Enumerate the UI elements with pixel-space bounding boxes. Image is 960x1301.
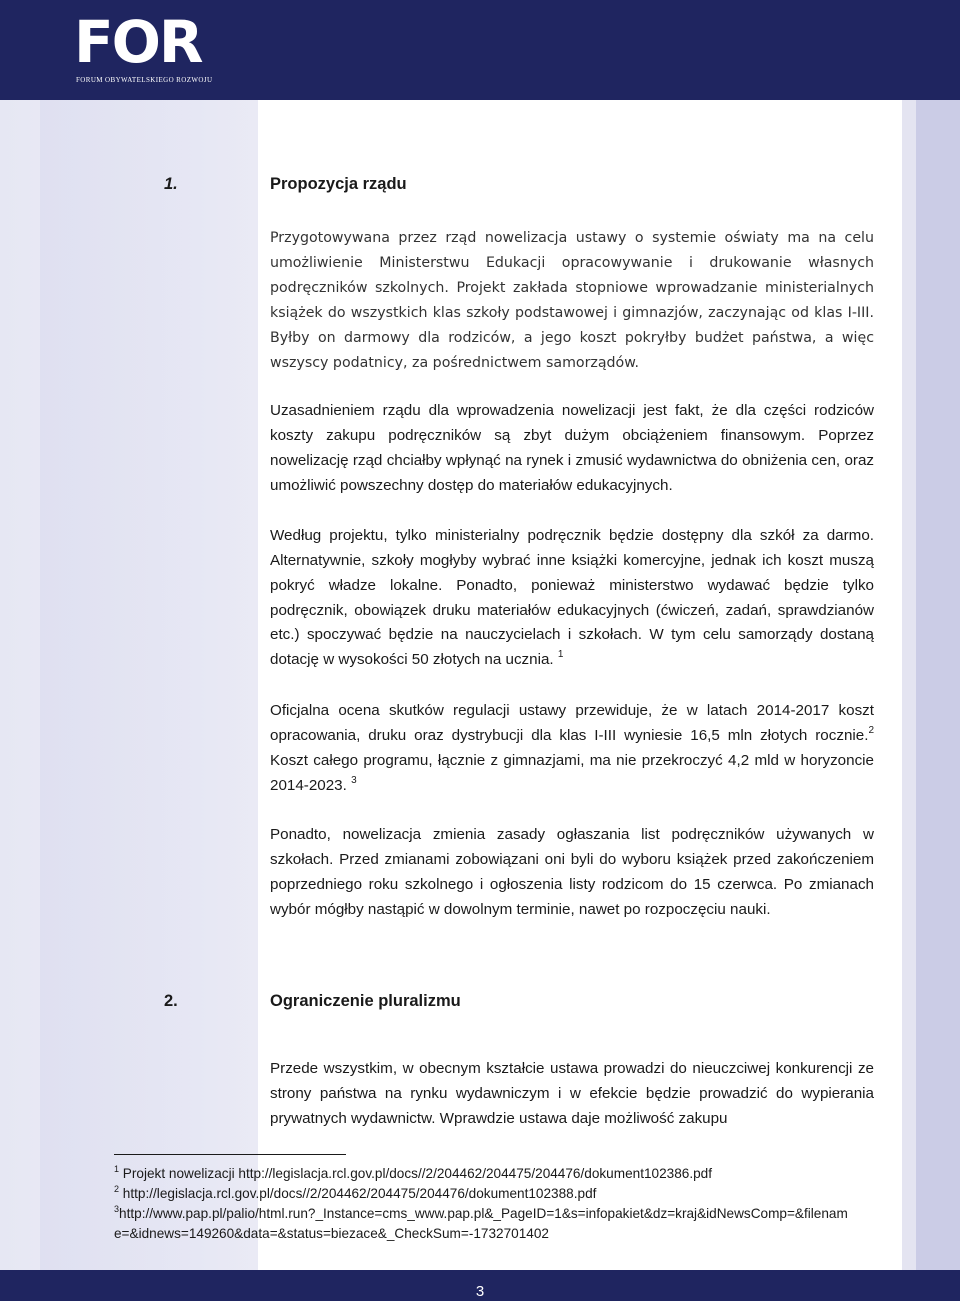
page-header [0, 0, 960, 100]
footnote-mark: 1 [557, 649, 564, 661]
logo-wordmark: FOR [74, 8, 202, 76]
paragraph: Przygotowywana przez rząd nowelizacja ustawy o systemie oświaty ma na celu umożliwienie Ministerstwu Edukacji opracowywanie i drukowanie własnych podręczników szkolnych. Projekt zakłada stopniowe wprowadzanie ministerialnych książek do wszystkich klas szkoły podstawowej i gimnazjów, zaczynając od klas I-III. Byłby on darmowy dla rodziców, a jego koszt pokryłby budżet państwa, a więc wszyscy podatnicy, za pośrednictwem samorządów. [270, 230, 874, 371]
footnote-mark: 3 [351, 774, 357, 786]
paragraph [270, 524, 874, 673]
footnote-link[interactable]: http://www.pap.pl/palio/html.run?_Instance=cms_www.pap.pl&_PageID=1&s=infopakiet&dz=kraj&idNewsComp=&filename=&idnews=149260&data=&status=biezace&_CheckSum=-1732701402 [114, 1206, 848, 1241]
footnote-body [114, 1204, 854, 1243]
section-title: Ograniczenie pluralizmu [270, 992, 461, 1010]
section-number: 1. [164, 175, 178, 193]
for-logo [74, 8, 224, 90]
footnote-mark: 2 [868, 724, 874, 736]
footnote-text[interactable]: Projekt nowelizacji http://legislacja.rcl.gov.pl/docs//2/204462/204475/204476/dokument102386.pdf [122, 1166, 713, 1181]
footnote-separator [114, 1154, 346, 1155]
paragraph-text: Koszt całego programu, łącznie z gimnazjami, ma nie przekroczyć 4,2 mld w horyzoncie 2014-2023. [270, 751, 874, 794]
logo-subtitle: FORUM OBYWATELSKIEGO ROZWOJU [76, 76, 213, 84]
left-decorative-stripe [40, 100, 258, 1270]
page-number: 3 [475, 1283, 485, 1300]
footnote [114, 1164, 874, 1184]
footnote-link[interactable]: http://legislacja.rcl.gov.pl/docs//2/204462/204475/204476/dokument102388.pdf [122, 1186, 597, 1201]
paragraph: Uzasadnieniem rządu dla wprowadzenia nowelizacji jest fakt, że dla części rodziców koszty zakupu podręczników są zbyt dużym obciążeniem finansowym. Poprzez nowelizację rząd chciałby wpłynąć na rynek i zmusić wydawnictwa do obniżenia cen, oraz umożliwić powszechny dostęp do materiałów edukacyjnych. [270, 402, 874, 494]
paragraph [270, 699, 874, 798]
footnote [114, 1184, 874, 1204]
footnote [114, 1204, 874, 1243]
paragraph: Ponadto, nowelizacja zmienia zasady ogłaszania list podręczników używanych w szkołach. Przed zmianami zobowiązani oni byli do wyboru książek przed zakończeniem poprzedniego roku szkolnego i ogłoszenia listy rodzicom do 15 czerwca. Po zmianach wybór mógłby nastąpić w dowolnym terminie, nawet po rozpoczęciu nauki. [270, 826, 874, 918]
right-decorative-inner-band [902, 100, 916, 1270]
footnote-number: 1 [114, 1164, 120, 1174]
paragraph: Przede wszystkim, w obecnym kształcie ustawa prowadzi do nieuczciwej konkurencji ze strony państwa na rynku wydawniczym i w efekcie będzie prowadzić do wypierania prywatnych wydawnictw. Wprawdzie ustawa daje możliwość zakupu [270, 1060, 874, 1127]
section-number: 2. [164, 992, 178, 1010]
paragraph-text: Według projektu, tylko ministerialny podręcznik będzie dostępny dla szkół za darmo. Alternatywnie, szkoły mogłyby wybrać inne książki komercyjne, jednak ich koszt muszą pokryć władze lokalne. Ponadto, ponieważ ministerstwo wydawać będzie tylko podręcznik, obowiązek druku materiałów edukacyjnych (ćwiczeń, zadań, sprawdzianów etc.) spoczywać będzie na nauczycielach i szkołach. W tym celu samorządy dostaną dotację w wysokości 50 złotych na ucznia. [270, 527, 874, 669]
section-title: Propozycja rządu [270, 175, 407, 193]
right-decorative-band [916, 0, 960, 1270]
footnote-number: 3 [114, 1204, 120, 1214]
footnote-number: 2 [114, 1184, 120, 1194]
paragraph-text: Oficjalna ocena skutków regulacji ustawy przewiduje, że w latach 2014-2017 koszt opracowania, druku oraz dystrybucji dla klas I-III wyniesie 16,5 mln złotych rocznie. [270, 702, 874, 744]
